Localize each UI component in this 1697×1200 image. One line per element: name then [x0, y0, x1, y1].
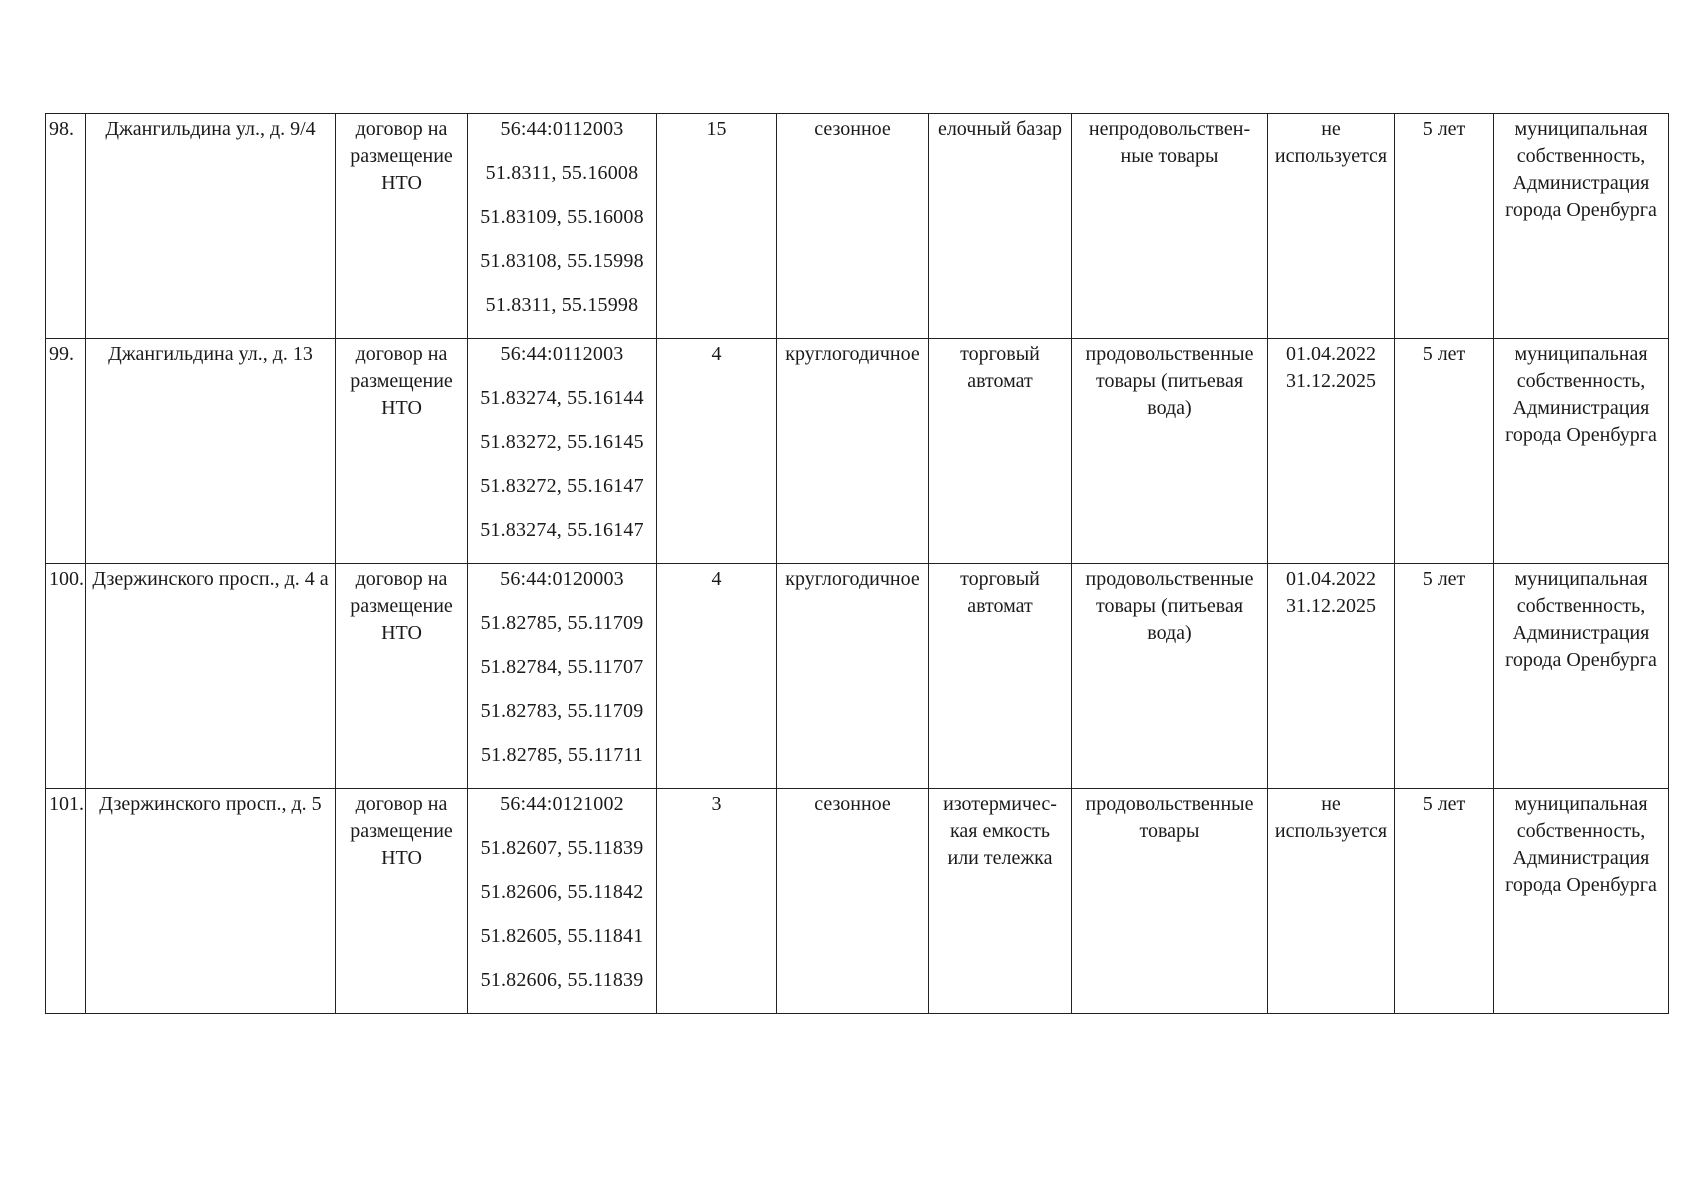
address-cell: Джангильдина ул., д. 9/4: [86, 114, 336, 339]
coordinate-point: 51.83274, 55.16144: [480, 387, 644, 409]
coordinate-point: 51.82784, 55.11707: [480, 656, 644, 678]
coordinate-point: 51.82605, 55.11841: [480, 925, 644, 947]
dates-cell: не используется: [1268, 789, 1395, 1014]
coordinate-point: 51.82785, 55.11709: [480, 612, 644, 634]
coordinates-cell: [468, 564, 657, 789]
basis-cell: договор на размещение НТО: [336, 564, 468, 789]
object-type-cell: торговый автомат: [929, 564, 1072, 789]
nto-registry-table: [45, 113, 1669, 1014]
row-number: 99.: [46, 339, 86, 564]
table-row: [46, 564, 1669, 789]
coordinate-point: 51.83274, 55.16147: [480, 519, 644, 541]
cadastral-number: 56:44:0112003: [500, 343, 624, 365]
coordinate-point: 51.83108, 55.15998: [480, 250, 644, 272]
coordinate-point: 51.82783, 55.11709: [480, 700, 644, 722]
coordinates-cell: [468, 114, 657, 339]
dates-cell: не используется: [1268, 114, 1395, 339]
period-cell: сезонное: [777, 789, 929, 1014]
owner-cell: муниципальная собственность, Администрация города Оренбурга: [1494, 339, 1669, 564]
table-row: [46, 114, 1669, 339]
coordinate-point: 51.83272, 55.16147: [480, 475, 644, 497]
coordinates-cell: [468, 789, 657, 1014]
coordinate-point: 51.82606, 55.11842: [480, 881, 644, 903]
address-cell: Дзержинского просп., д. 5: [86, 789, 336, 1014]
basis-cell: договор на размещение НТО: [336, 789, 468, 1014]
row-number: 100.: [46, 564, 86, 789]
table-row: [46, 789, 1669, 1014]
coordinate-point: 51.83109, 55.16008: [480, 206, 644, 228]
table-row: [46, 339, 1669, 564]
area-cell: 15: [657, 114, 777, 339]
row-number: 98.: [46, 114, 86, 339]
cadastral-number: 56:44:0120003: [500, 568, 624, 590]
coordinate-point: 51.82606, 55.11839: [480, 969, 644, 991]
coordinate-point: 51.83272, 55.16145: [480, 431, 644, 453]
owner-cell: муниципальная собственность, Администрация города Оренбурга: [1494, 789, 1669, 1014]
coordinate-point: 51.82785, 55.11711: [480, 744, 644, 766]
area-cell: 4: [657, 339, 777, 564]
owner-cell: муниципальная собственность, Администрация города Оренбурга: [1494, 564, 1669, 789]
area-cell: 4: [657, 564, 777, 789]
object-type-cell: торговый автомат: [929, 339, 1072, 564]
address-cell: Дзержинского просп., д. 4 а: [86, 564, 336, 789]
basis-cell: договор на размещение НТО: [336, 339, 468, 564]
period-cell: круглогодичное: [777, 339, 929, 564]
object-type-cell: елочный базар: [929, 114, 1072, 339]
coordinate-point: 51.8311, 55.16008: [485, 162, 639, 184]
cadastral-number: 56:44:0121002: [500, 793, 624, 815]
term-cell: 5 лет: [1395, 789, 1494, 1014]
address-cell: Джангильдина ул., д. 13: [86, 339, 336, 564]
dates-cell: 01.04.2022 31.12.2025: [1268, 339, 1395, 564]
row-number: 101.: [46, 789, 86, 1014]
area-cell: 3: [657, 789, 777, 1014]
specialization-cell: продовольственные товары (питьевая вода): [1072, 339, 1268, 564]
coordinate-point: 51.8311, 55.15998: [485, 294, 639, 316]
period-cell: сезонное: [777, 114, 929, 339]
object-type-cell: изотермичес-кая емкость или тележка: [929, 789, 1072, 1014]
term-cell: 5 лет: [1395, 564, 1494, 789]
term-cell: 5 лет: [1395, 339, 1494, 564]
term-cell: 5 лет: [1395, 114, 1494, 339]
coordinates-cell: [468, 339, 657, 564]
specialization-cell: продовольственные товары (питьевая вода): [1072, 564, 1268, 789]
cadastral-number: 56:44:0112003: [500, 118, 624, 140]
coordinate-point: 51.82607, 55.11839: [480, 837, 644, 859]
specialization-cell: непродовольствен-ные товары: [1072, 114, 1268, 339]
specialization-cell: продовольственные товары: [1072, 789, 1268, 1014]
owner-cell: муниципальная собственность, Администрация города Оренбурга: [1494, 114, 1669, 339]
period-cell: круглогодичное: [777, 564, 929, 789]
dates-cell: 01.04.2022 31.12.2025: [1268, 564, 1395, 789]
basis-cell: договор на размещение НТО: [336, 114, 468, 339]
